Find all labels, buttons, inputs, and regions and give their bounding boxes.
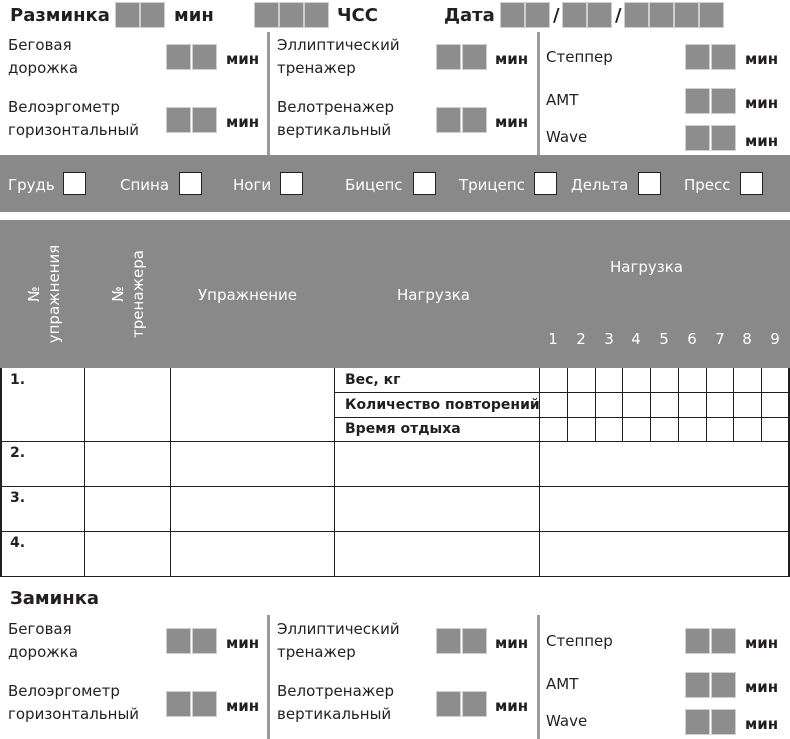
col-exercise-number: № упражнения [25, 244, 63, 344]
amt-min-box[interactable] [686, 89, 709, 113]
elliptical-min-unit: мин [495, 50, 529, 68]
muscle-label: Ноги [233, 176, 272, 194]
col-exercise: Упражнение [198, 286, 297, 304]
stepper-label: Степпер [546, 48, 613, 66]
muscle-checkbox-abs[interactable] [740, 172, 763, 195]
set-number: 7 [715, 330, 725, 348]
cooldown-label: Заминка [10, 588, 100, 609]
amt-min-unit: мин [745, 94, 779, 112]
warmup-min-label: мин [174, 5, 214, 26]
elliptical-min-unit: мин [495, 634, 529, 652]
bike-h-min-unit: мин [226, 113, 260, 131]
bike-v-min-box[interactable] [463, 108, 486, 132]
grid-line [595, 368, 596, 441]
grid-line [706, 368, 707, 441]
bike-v-min-box[interactable] [437, 108, 460, 132]
table-row-number: 3. [10, 490, 26, 506]
wave-min-unit: мин [745, 715, 779, 733]
wave-min-unit: мин [745, 132, 779, 150]
grid-line [170, 368, 171, 577]
elliptical-label: Эллиптический тренажер [277, 620, 400, 661]
cooldown-elliptical-min-box[interactable] [463, 629, 486, 653]
grid-line [622, 368, 623, 441]
treadmill-label: Беговая дорожка [8, 36, 79, 77]
cooldown-amt-min-box[interactable] [712, 673, 735, 697]
date-slash: / [615, 5, 622, 26]
date-month-box[interactable] [563, 3, 586, 27]
bike-v-label: Велотренажер вертикальный [277, 682, 395, 723]
bike-h-label: Велоэргометр горизонтальный [8, 98, 140, 139]
date-year-box[interactable] [625, 3, 648, 27]
cooldown-wave-min-box[interactable] [712, 710, 735, 734]
date-year-box[interactable] [650, 3, 673, 27]
amt-label: АМТ [546, 675, 579, 693]
column-divider [537, 32, 540, 155]
cooldown-stepper-min-box[interactable] [686, 629, 709, 653]
grid-line [0, 368, 2, 577]
treadmill-min-unit: мин [226, 634, 260, 652]
cooldown-elliptical-min-box[interactable] [437, 629, 460, 653]
wave-min-box[interactable] [686, 126, 709, 150]
hr-box[interactable] [280, 3, 303, 27]
set-number: 1 [548, 330, 558, 348]
treadmill-label: Беговая дорожка [8, 620, 79, 661]
grid-line [0, 486, 790, 487]
grid-line [567, 368, 568, 441]
cooldown-bike-h-min-box[interactable] [193, 692, 216, 716]
muscle-label: Грудь [8, 176, 55, 194]
treadmill-min-unit: мин [226, 50, 260, 68]
treadmill-min-box[interactable] [167, 45, 190, 69]
bike-v-min-unit: мин [495, 697, 529, 715]
column-divider [537, 615, 540, 739]
date-year-box[interactable] [675, 3, 698, 27]
bike-h-min-box[interactable] [193, 108, 216, 132]
grid-line [678, 368, 679, 441]
cooldown-bike-v-min-box[interactable] [463, 692, 486, 716]
load-reps-label: Количество повторений [345, 397, 540, 413]
grid-line [84, 368, 85, 577]
muscle-label: Трицепс [459, 176, 525, 194]
stepper-min-unit: мин [745, 634, 779, 652]
hr-box[interactable] [305, 3, 328, 27]
warmup-label: Разминка [10, 5, 110, 26]
elliptical-min-box[interactable] [437, 45, 460, 69]
elliptical-min-box[interactable] [463, 45, 486, 69]
table-row-number: 1. [10, 372, 26, 388]
hr-label: ЧСС [337, 5, 378, 26]
hr-box[interactable] [255, 3, 278, 27]
date-day-box[interactable] [501, 3, 524, 27]
wave-min-box[interactable] [712, 126, 735, 150]
set-number: 5 [659, 330, 669, 348]
date-label: Дата [444, 5, 495, 26]
grid-line [0, 441, 790, 442]
cooldown-treadmill-min-box[interactable] [167, 629, 190, 653]
elliptical-label: Эллиптический тренажер [277, 36, 400, 77]
cooldown-treadmill-min-box[interactable] [193, 629, 216, 653]
bike-h-min-unit: мин [226, 697, 260, 715]
grid-line [733, 368, 734, 441]
bike-h-label: Велоэргометр горизонтальный [8, 682, 140, 723]
cooldown-amt-min-box[interactable] [686, 673, 709, 697]
cooldown-wave-min-box[interactable] [686, 710, 709, 734]
warmup-min-box[interactable] [116, 3, 139, 27]
set-number: 6 [687, 330, 697, 348]
amt-min-box[interactable] [712, 89, 735, 113]
muscle-checkbox-delta[interactable] [638, 172, 661, 195]
set-number: 9 [770, 330, 780, 348]
muscle-label: Пресс [684, 176, 731, 194]
grid-line [761, 368, 762, 441]
cooldown-bike-h-min-box[interactable] [167, 692, 190, 716]
load-rest-label: Время отдыха [345, 421, 461, 437]
stepper-min-box[interactable] [712, 45, 735, 69]
set-number: 2 [576, 330, 586, 348]
wave-label: Wave [546, 712, 588, 730]
table-row-number: 2. [10, 445, 26, 461]
bike-v-min-unit: мин [495, 113, 529, 131]
muscle-checkbox-legs[interactable] [280, 172, 303, 195]
set-number: 8 [742, 330, 752, 348]
column-divider [267, 615, 270, 739]
date-month-box[interactable] [588, 3, 611, 27]
muscle-label: Дельта [571, 176, 629, 194]
table-row-number: 4. [10, 535, 26, 551]
cooldown-stepper-min-box[interactable] [712, 629, 735, 653]
amt-label: АМТ [546, 91, 579, 109]
muscle-checkbox-triceps[interactable] [534, 172, 557, 195]
column-divider [267, 32, 270, 155]
col-machine-number: № тренажера [109, 250, 147, 338]
set-number: 4 [631, 330, 641, 348]
load-weight-label: Вес, кг [345, 372, 401, 388]
col-load: Нагрузка [397, 286, 470, 304]
bike-h-min-box[interactable] [167, 108, 190, 132]
date-year-box[interactable] [700, 3, 723, 27]
warmup-min-box[interactable] [141, 3, 164, 27]
wave-label: Wave [546, 128, 588, 146]
grid-line [334, 392, 790, 393]
muscle-checkbox-chest[interactable] [63, 172, 86, 195]
treadmill-min-box[interactable] [193, 45, 216, 69]
grid-line [650, 368, 651, 441]
muscle-label: Спина [120, 176, 170, 194]
muscle-checkbox-biceps[interactable] [413, 172, 436, 195]
set-number: 3 [604, 330, 614, 348]
grid-line [0, 531, 790, 532]
grid-line [0, 576, 790, 577]
col-load-group: Нагрузка [610, 258, 683, 276]
stepper-label: Степпер [546, 632, 613, 650]
date-day-box[interactable] [526, 3, 549, 27]
bike-v-label: Велотренажер вертикальный [277, 98, 395, 139]
muscle-checkbox-back[interactable] [179, 172, 202, 195]
grid-line [334, 417, 790, 418]
muscle-label: Бицепс [345, 176, 403, 194]
date-slash: / [553, 5, 560, 26]
stepper-min-box[interactable] [686, 45, 709, 69]
amt-min-unit: мин [745, 678, 779, 696]
grid-line [334, 368, 335, 577]
cooldown-bike-v-min-box[interactable] [437, 692, 460, 716]
stepper-min-unit: мин [745, 50, 779, 68]
